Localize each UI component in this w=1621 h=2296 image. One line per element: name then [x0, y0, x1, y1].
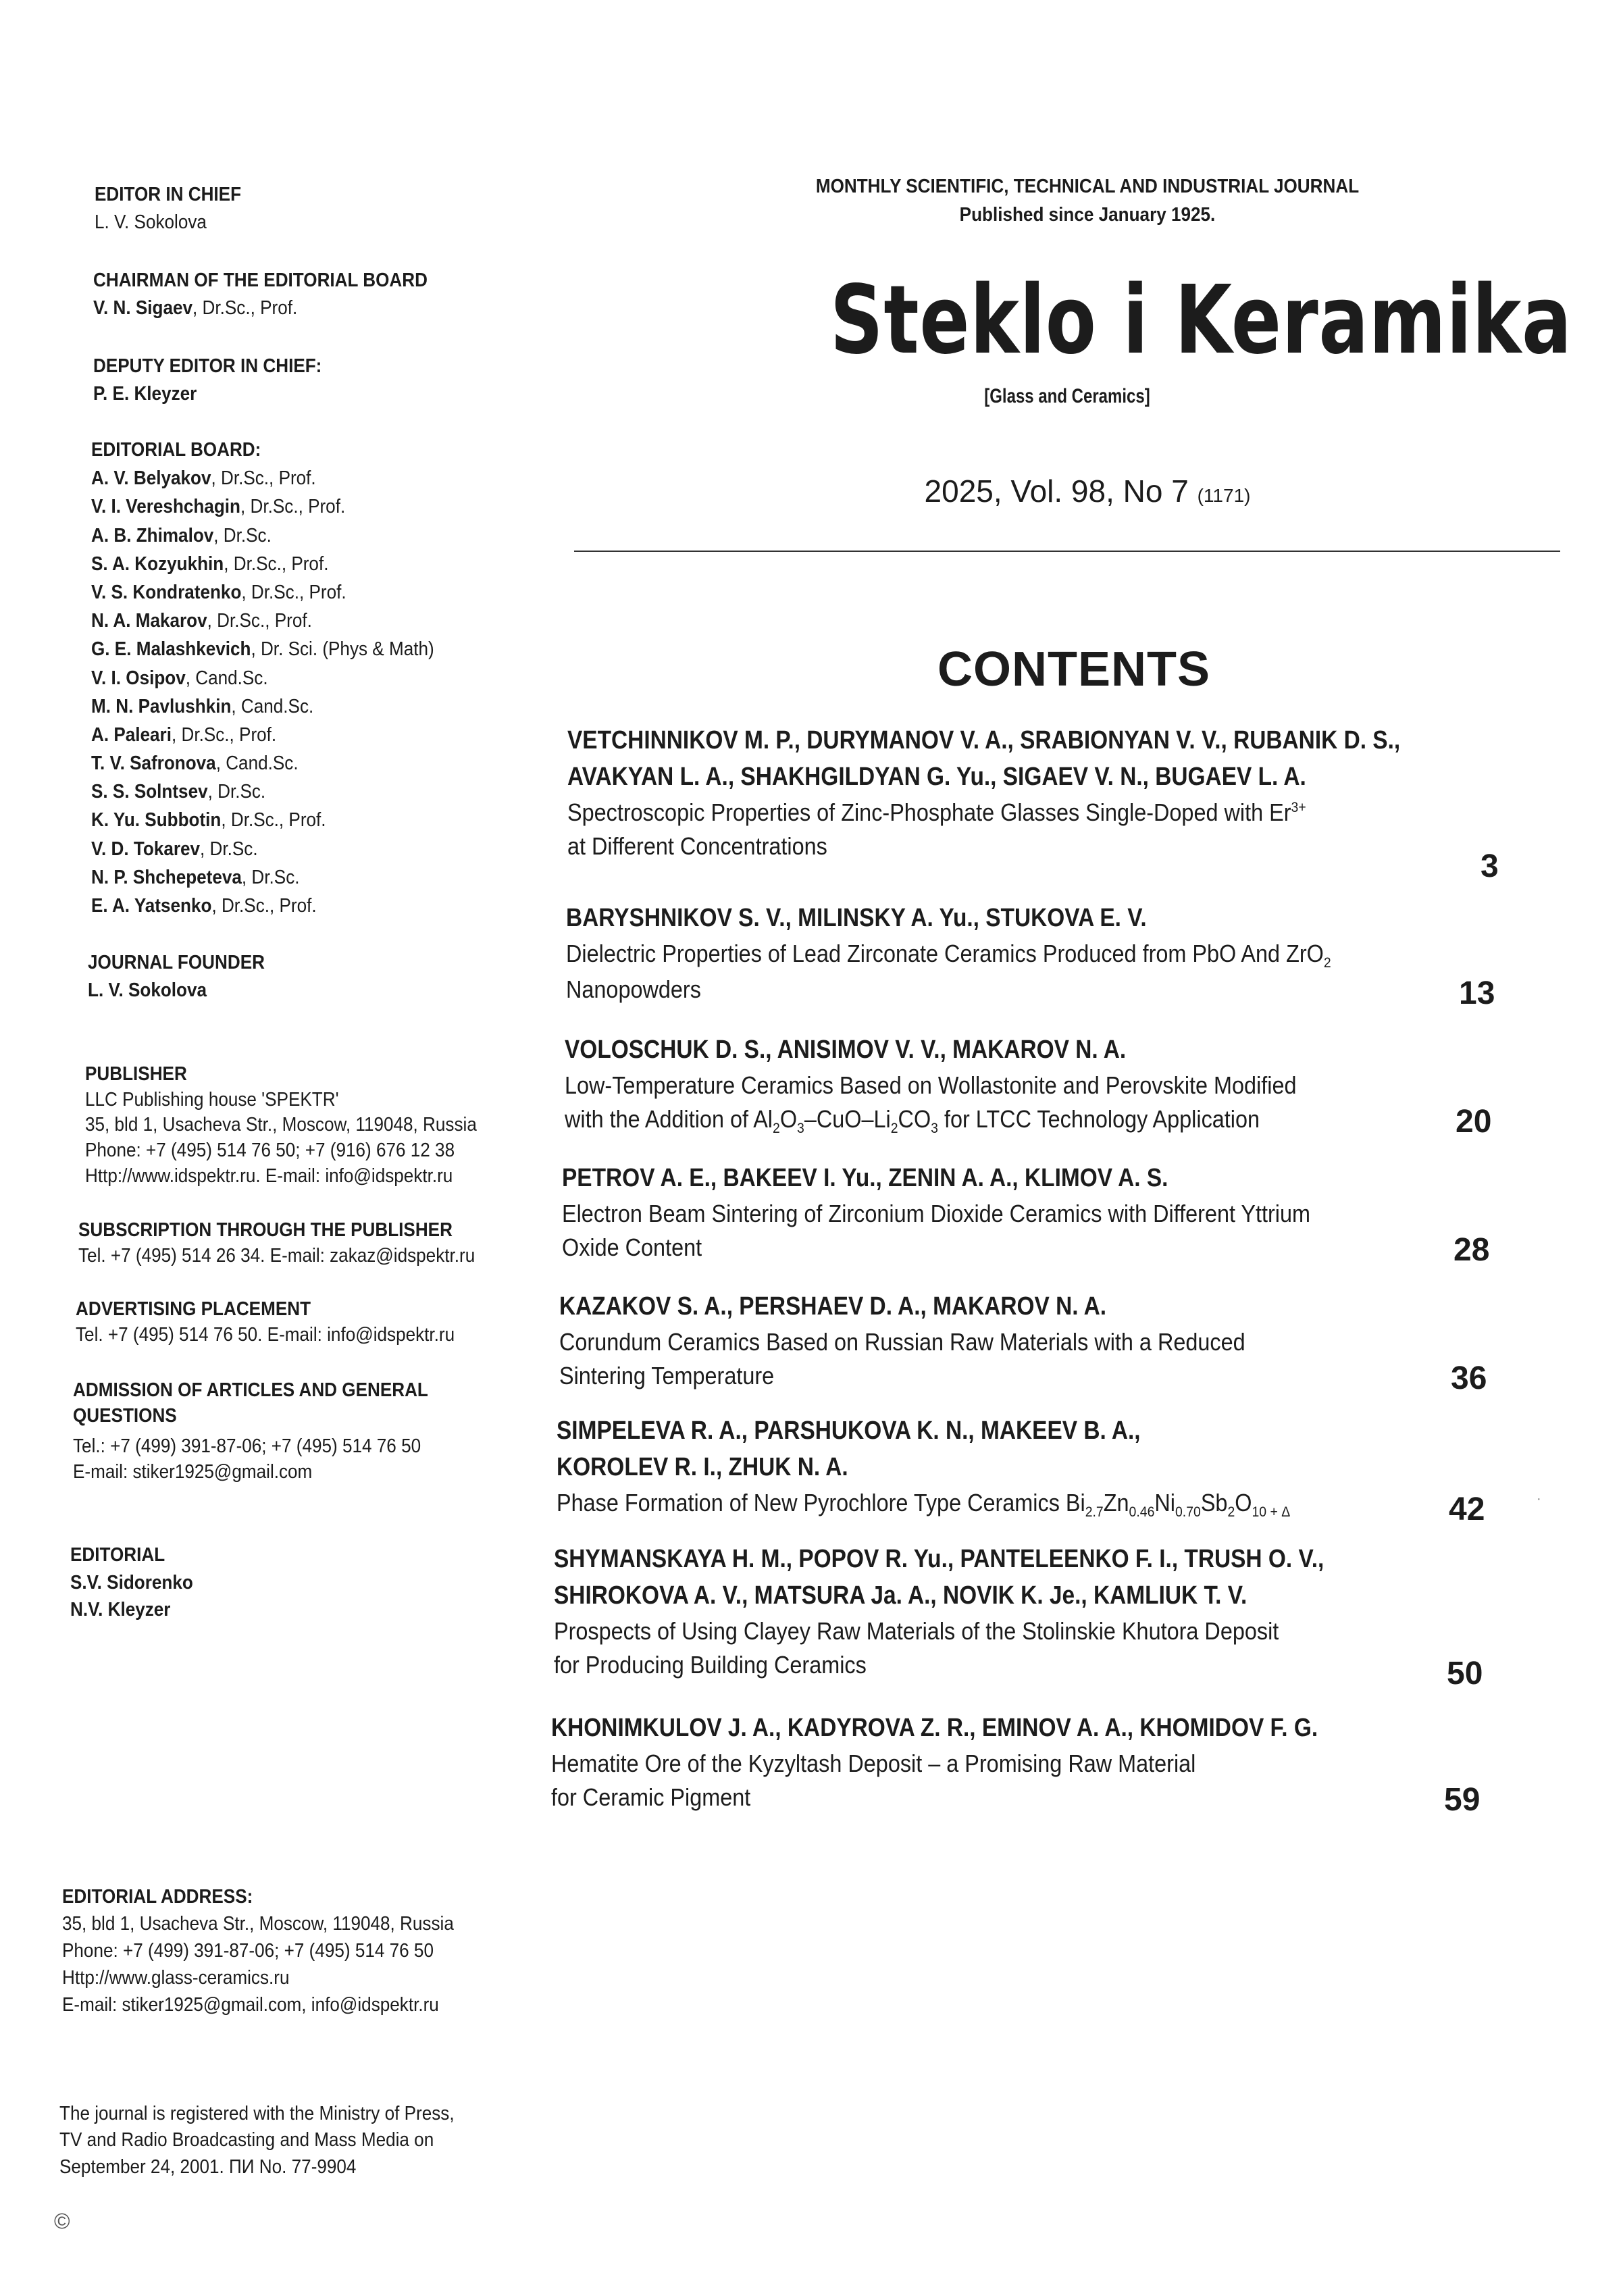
admission-line: Tel.: +7 (499) 391-87-06; +7 (495) 514 76 50: [73, 1435, 421, 1458]
subscription-line: Tel. +7 (495) 514 26 34. E-mail: zakaz@idspektr.ru: [78, 1244, 475, 1267]
address-line: Phone: +7 (499) 391-87-06; +7 (495) 514 76 50: [62, 1940, 434, 1962]
editorial-board-member: A. Paleari, Dr.Sc., Prof.: [91, 723, 277, 746]
editorial-heading: EDITORIAL: [70, 1544, 165, 1566]
chairman-block: [93, 267, 465, 323]
editor-in-chief-heading: EDITOR IN CHIEF: [95, 184, 242, 205]
subscription-block: [78, 1218, 519, 1269]
editorial-board-member: M. N. Pavlushkin, Cand.Sc.: [91, 695, 314, 717]
founder-block: [88, 949, 284, 1005]
editorial-name: S.V. Sidorenko: [70, 1571, 193, 1593]
toc-page-number: 13: [1459, 975, 1495, 1011]
toc-title: for Ceramic Pigment: [551, 1783, 751, 1812]
deputy-name: P. E. Kleyzer: [93, 383, 197, 405]
journal-tagline: MONTHLY SCIENTIFIC, TECHNICAL AND INDUSTRIAL JOURNAL: [815, 176, 1360, 197]
issue-volume: 2025, Vol. 98, No 7: [924, 474, 1189, 509]
editorial-board-member: A. V. Belyakov, Dr.Sc., Prof.: [91, 467, 316, 490]
stray-mark: ·: [1537, 1491, 1541, 1506]
registration-line: TV and Radio Broadcasting and Mass Media on: [59, 2129, 434, 2151]
toc-authors: BARYSHNIKOV S. V., MILINSKY A. Yu., STUKOVA E. V.: [566, 904, 1147, 932]
chairman-heading: CHAIRMAN OF THE EDITORIAL BOARD: [93, 270, 428, 291]
toc-title: Spectroscopic Properties of Zinc-Phosphate Glasses Single-Doped with $Er^{3+}$: [567, 798, 1306, 826]
editorial-address-heading: EDITORIAL ADDRESS:: [62, 1886, 253, 1908]
deputy-block: [93, 353, 347, 409]
editorial-board-member: V. I. Vereshchagin, Dr.Sc., Prof.: [91, 496, 346, 518]
advertising-block: [76, 1297, 496, 1348]
editorial-board-list: [91, 464, 472, 920]
toc-title: with the Addition of $Al_2O_3-CuO-Li_2CO_3$ for LTCC Technology Application: [565, 1105, 1260, 1137]
toc-authors: KHONIMKULOV J. A., KADYROVA Z. R., EMINOV A. A., KHOMIDOV F. G.: [551, 1714, 1318, 1742]
editorial-board-member: S. A. Kozyukhin, Dr.Sc., Prof.: [91, 553, 329, 575]
admission-heading: QUESTIONS: [73, 1404, 177, 1427]
editorial-board-member: E. A. Yatsenko, Dr.Sc., Prof.: [91, 895, 317, 917]
editorial-name: N.V. Kleyzer: [70, 1599, 171, 1621]
editorial-board-member: N. P. Shchepeteva, Dr.Sc.: [91, 866, 300, 888]
registration-line: The journal is registered with the Ministry of Press,: [59, 2103, 455, 2124]
deputy-heading: DEPUTY EDITOR IN CHIEF:: [93, 355, 322, 377]
founder-heading: JOURNAL FOUNDER: [88, 952, 265, 973]
founder-name: L. V. Sokolova: [88, 979, 207, 1002]
journal-title: Steklo i Keramika: [830, 265, 1572, 376]
admission-heading: ADMISSION OF ARTICLES AND GENERAL: [73, 1379, 428, 1401]
chairman-line: V. N. Sigaev, Dr.Sc., Prof.: [93, 297, 298, 320]
editorial-board-member: V. I. Osipov, Cand.Sc.: [91, 667, 268, 689]
publisher-block: [85, 1062, 520, 1189]
toc-page-number: 36: [1451, 1360, 1487, 1396]
toc-page-number: 20: [1456, 1104, 1492, 1140]
toc-authors: SHYMANSKAYA H. M., POPOV R. Yu., PANTELEENKO F. I., TRUSH O. V.,: [554, 1545, 1324, 1573]
contents-heading: CONTENTS: [937, 642, 1210, 696]
toc-title: Sintering Temperature: [559, 1362, 775, 1390]
editor-in-chief-block: [95, 181, 257, 237]
toc-title: Dielectric Properties of Lead Zirconate Ceramics Produced from PbO And ZrO$_2$: [566, 939, 1331, 971]
publisher-heading: PUBLISHER: [85, 1063, 187, 1085]
toc-title: Hematite Ore of the Kyzyltash Deposit – a Promising Raw Material: [551, 1749, 1196, 1777]
publisher-line: 35, bld 1, Usacheva Str., Moscow, 119048, Russia: [85, 1114, 477, 1136]
address-line: 35, bld 1, Usacheva Str., Moscow, 119048, Russia: [62, 1913, 454, 1935]
editorial-board-member: V. D. Tokarev, Dr.Sc.: [91, 838, 258, 860]
editorial-board-block: [91, 436, 472, 920]
editorial-board-member: T. V. Safronova, Cand.Sc.: [91, 752, 299, 775]
editorial-board-member: V. S. Kondratenko, Dr.Sc., Prof.: [91, 581, 346, 603]
editorial-board-member: K. Yu. Subbotin, Dr.Sc., Prof.: [91, 809, 326, 832]
header-divider: [574, 551, 1560, 552]
toc-title: Prospects of Using Clayey Raw Materials of the Stolinskie Khutora Deposit: [554, 1616, 1279, 1645]
editorial-address-block: [62, 1883, 497, 2018]
toc-title: Low-Temperature Ceramics Based on Wollastonite and Perovskite Modified: [565, 1071, 1297, 1099]
toc-authors: VETCHINNIKOV M. P., DURYMANOV V. A., SRABIONYAN V. V., RUBANIK D. S.,: [567, 726, 1401, 755]
toc-title: Phase Formation of New Pyrochlore Type Ceramics $Bi_{2.7}Zn_{0.46}Ni_{0.70}Sb_2O_{10 + \Delta}$: [557, 1488, 1291, 1521]
toc-authors: AVAKYAN L. A., SHAKHGILDYAN G. Yu., SIGAEV V. N., BUGAEV L. A.: [567, 762, 1306, 791]
journal-header: [743, 172, 1432, 229]
toc-authors: PETROV A. E., BAKEEV I. Yu., ZENIN A. A., KLIMOV A. S.: [562, 1164, 1168, 1192]
subscription-heading: SUBSCRIPTION THROUGH THE PUBLISHER: [78, 1219, 453, 1241]
toc-title: Nanopowders: [566, 975, 701, 1004]
registration-line: September 24, 2001. ПИ No. 77-9904: [59, 2155, 357, 2178]
advertising-heading: ADVERTISING PLACEMENT: [76, 1298, 311, 1320]
editorial-board-member: A. B. Zhimalov, Dr.Sc.: [91, 524, 272, 546]
toc-authors: KOROLEV R. I., ZHUK N. A.: [557, 1452, 848, 1481]
issue-info: [743, 473, 1432, 509]
editorial-board-member: G. E. Malashkevich, Dr. Sci. (Phys & Math): [91, 638, 434, 661]
advertising-line: Tel. +7 (495) 514 76 50. E-mail: info@idspektr.ru: [76, 1323, 455, 1346]
toc-page-number: 42: [1449, 1491, 1485, 1527]
editorial-board-heading: EDITORIAL BOARD:: [91, 439, 261, 461]
admission-block: [73, 1378, 467, 1485]
toc-page-number: 50: [1447, 1656, 1483, 1691]
toc-page-number: 59: [1444, 1782, 1481, 1818]
editorial-board-member: N. A. Makarov, Dr.Sc., Prof.: [91, 610, 312, 632]
editorial-board-member: S. S. Solntsev, Dr.Sc.: [91, 781, 266, 803]
editorial-block: [70, 1541, 207, 1624]
editor-in-chief-name: L. V. Sokolova: [95, 211, 207, 234]
toc-title: Electron Beam Sintering of Zirconium Dioxide Ceramics with Different Yttrium: [562, 1199, 1311, 1227]
toc-title: at Different Concentrations: [567, 832, 827, 861]
address-line: E-mail: stiker1925@gmail.com, info@idspektr.ru: [62, 1994, 439, 2016]
journal-subtitle: [Glass and Ceramics]: [984, 385, 1150, 407]
address-line: Http://www.glass-ceramics.ru: [62, 1967, 290, 1989]
toc-title: Corundum Ceramics Based on Russian Raw Materials with a Reduced: [559, 1327, 1245, 1356]
toc-authors: KAZAKOV S. A., PERSHAEV D. A., MAKAROV N. A.: [559, 1292, 1107, 1321]
toc-authors: SHIROKOVA A. V., MATSURA Ja. A., NOVIK K. Je., KAMLIUK T. V.: [554, 1581, 1247, 1610]
toc-authors: VOLOSCHUK D. S., ANISIMOV V. V., MAKAROV N. A.: [565, 1036, 1127, 1064]
issue-number: (1171): [1197, 485, 1251, 506]
admission-line: E-mail: stiker1925@gmail.com: [73, 1461, 313, 1483]
publisher-line: Phone: +7 (495) 514 76 50; +7 (916) 676 12 38: [85, 1140, 455, 1162]
toc-page-number: 3: [1481, 848, 1499, 884]
registration-note: [59, 2101, 498, 2180]
journal-since: Published since January 1925.: [959, 204, 1216, 226]
corner-mark: ©: [54, 2209, 70, 2233]
publisher-line: Http://www.idspektr.ru. E-mail: info@idspektr.ru: [85, 1165, 453, 1187]
toc-page-number: 28: [1453, 1232, 1490, 1268]
toc-title: Oxide Content: [562, 1233, 702, 1262]
publisher-line: LLC Publishing house 'SPEKTR': [85, 1088, 339, 1111]
toc-title: for Producing Building Ceramics: [554, 1651, 867, 1679]
toc-authors: SIMPELEVA R. A., PARSHUKOVA K. N., MAKEEV B. A.,: [557, 1417, 1141, 1445]
